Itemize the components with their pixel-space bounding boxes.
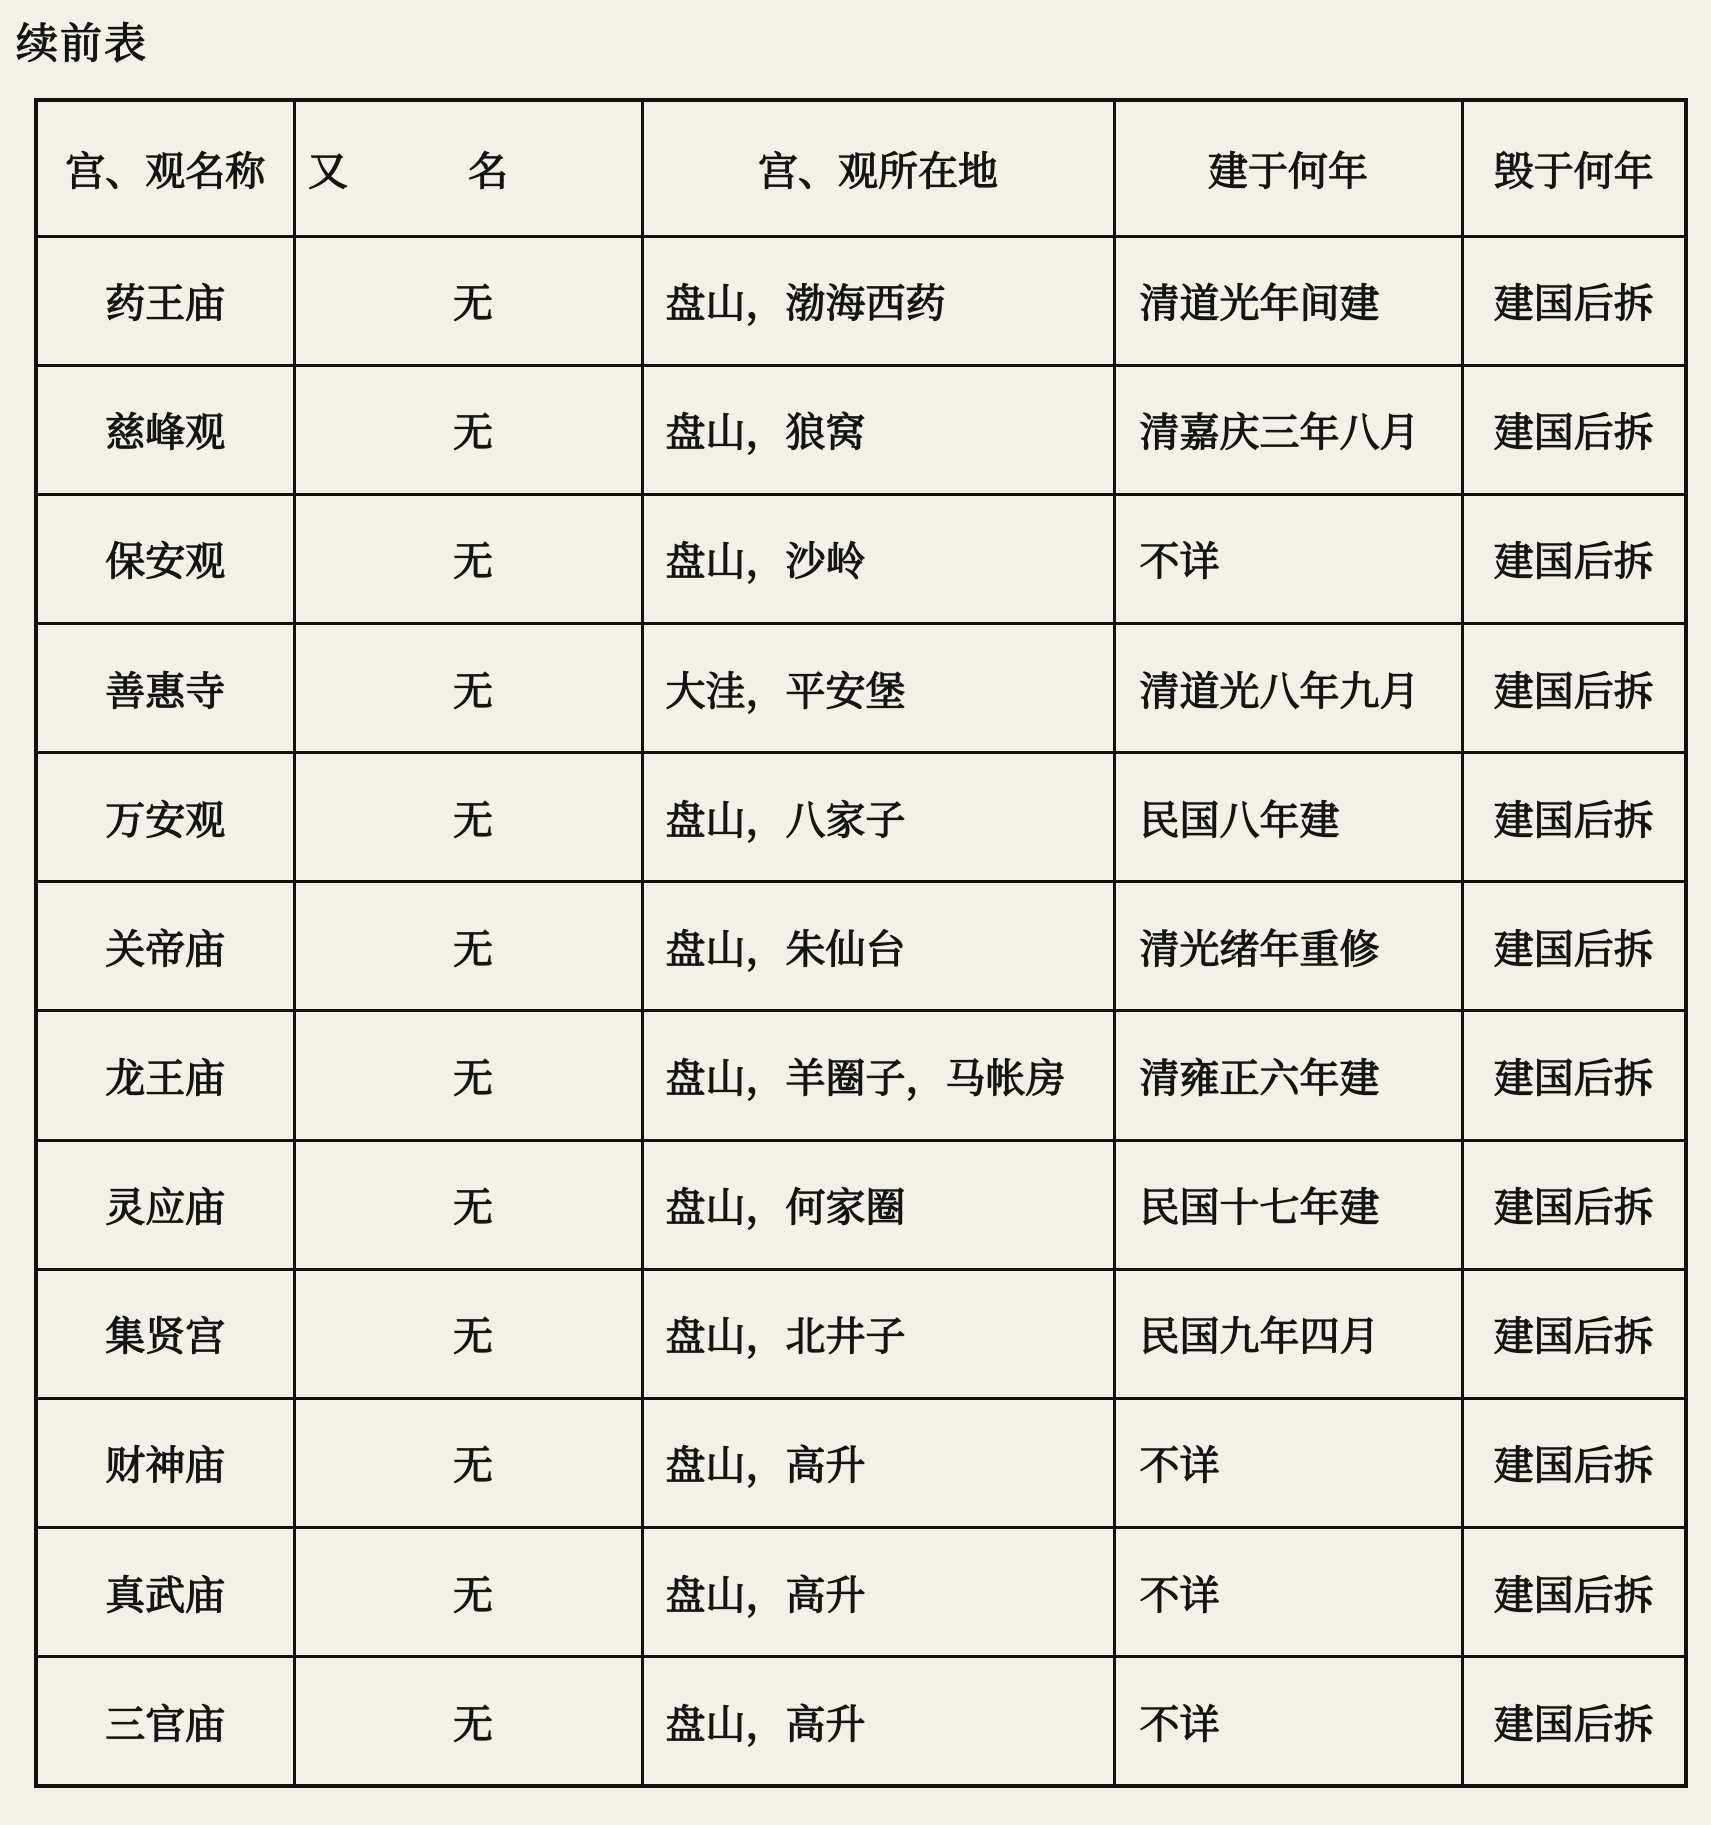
- cell-name: 财神庙: [36, 1398, 294, 1527]
- table-row: [36, 236, 1686, 365]
- cell-name: 善惠寺: [36, 623, 294, 752]
- table-caption: 续前表: [16, 19, 149, 68]
- cell-name: 龙王庙: [36, 1011, 294, 1140]
- cell-name: 灵应庙: [36, 1140, 294, 1269]
- cell-location: 盘山，朱仙台: [642, 882, 1114, 1011]
- cell-built: 清光绪年重修: [1114, 882, 1462, 1011]
- cell-destroyed: 建国后拆: [1462, 494, 1686, 623]
- table-row: [36, 1269, 1686, 1398]
- cell-alias: 无: [294, 365, 642, 494]
- cell-built: 清道光年间建: [1114, 236, 1462, 365]
- header-name: 宫、观名称: [36, 100, 294, 236]
- cell-name: 三官庙: [36, 1657, 294, 1786]
- cell-location: 盘山，北井子: [642, 1269, 1114, 1398]
- cell-alias: 无: [294, 1011, 642, 1140]
- cell-destroyed: 建国后拆: [1462, 882, 1686, 1011]
- cell-built: 民国九年四月: [1114, 1269, 1462, 1398]
- cell-built: 清嘉庆三年八月: [1114, 365, 1462, 494]
- cell-location: 盘山，渤海西药: [642, 236, 1114, 365]
- table-row: [36, 753, 1686, 882]
- cell-destroyed: 建国后拆: [1462, 1140, 1686, 1269]
- header-built: 建于何年: [1114, 100, 1462, 236]
- cell-location: 盘山，何家圈: [642, 1140, 1114, 1269]
- table-row: [36, 494, 1686, 623]
- header-alias: 又名: [294, 100, 642, 236]
- cell-name: 万安观: [36, 753, 294, 882]
- cell-built: 不详: [1114, 1528, 1462, 1657]
- cell-name: 保安观: [36, 494, 294, 623]
- cell-destroyed: 建国后拆: [1462, 1398, 1686, 1527]
- cell-destroyed: 建国后拆: [1462, 1657, 1686, 1786]
- cell-destroyed: 建国后拆: [1462, 236, 1686, 365]
- cell-alias: 无: [294, 882, 642, 1011]
- cell-destroyed: 建国后拆: [1462, 753, 1686, 882]
- cell-name: 集贤宫: [36, 1269, 294, 1398]
- cell-destroyed: 建国后拆: [1462, 1528, 1686, 1657]
- cell-built: 民国八年建: [1114, 753, 1462, 882]
- cell-destroyed: 建国后拆: [1462, 365, 1686, 494]
- table-header-row: [36, 100, 1686, 236]
- cell-destroyed: 建国后拆: [1462, 1011, 1686, 1140]
- cell-name: 关帝庙: [36, 882, 294, 1011]
- cell-location: 盘山，八家子: [642, 753, 1114, 882]
- cell-alias: 无: [294, 1528, 642, 1657]
- table-row: [36, 1528, 1686, 1657]
- cell-built: 不详: [1114, 1657, 1462, 1786]
- cell-destroyed: 建国后拆: [1462, 623, 1686, 752]
- cell-built: 民国十七年建: [1114, 1140, 1462, 1269]
- cell-alias: 无: [294, 1398, 642, 1527]
- cell-alias: 无: [294, 1657, 642, 1786]
- cell-location: 大洼，平安堡: [642, 623, 1114, 752]
- cell-location: 盘山，高升: [642, 1528, 1114, 1657]
- cell-built: 不详: [1114, 1398, 1462, 1527]
- cell-location: 盘山，高升: [642, 1657, 1114, 1786]
- cell-alias: 无: [294, 494, 642, 623]
- cell-alias: 无: [294, 1269, 642, 1398]
- cell-location: 盘山，沙岭: [642, 494, 1114, 623]
- cell-destroyed: 建国后拆: [1462, 1269, 1686, 1398]
- table-row: [36, 1398, 1686, 1527]
- table-row: [36, 623, 1686, 752]
- cell-name: 真武庙: [36, 1528, 294, 1657]
- temples-table: [34, 98, 1688, 1788]
- cell-name: 慈峰观: [36, 365, 294, 494]
- cell-location: 盘山，狼窝: [642, 365, 1114, 494]
- cell-built: 清道光八年九月: [1114, 623, 1462, 752]
- cell-alias: 无: [294, 753, 642, 882]
- cell-name: 药王庙: [36, 236, 294, 365]
- cell-alias: 无: [294, 236, 642, 365]
- header-destroyed: 毁于何年: [1462, 100, 1686, 236]
- cell-alias: 无: [294, 623, 642, 752]
- table-row: [36, 1140, 1686, 1269]
- cell-built: 不详: [1114, 494, 1462, 623]
- table-row: [36, 882, 1686, 1011]
- cell-location: 盘山，羊圈子，马帐房: [642, 1011, 1114, 1140]
- header-location: 宫、观所在地: [642, 100, 1114, 236]
- table-row: [36, 365, 1686, 494]
- table-row: [36, 1657, 1686, 1786]
- table-body: [36, 236, 1686, 1786]
- cell-location: 盘山，高升: [642, 1398, 1114, 1527]
- cell-built: 清雍正六年建: [1114, 1011, 1462, 1140]
- cell-alias: 无: [294, 1140, 642, 1269]
- table-row: [36, 1011, 1686, 1140]
